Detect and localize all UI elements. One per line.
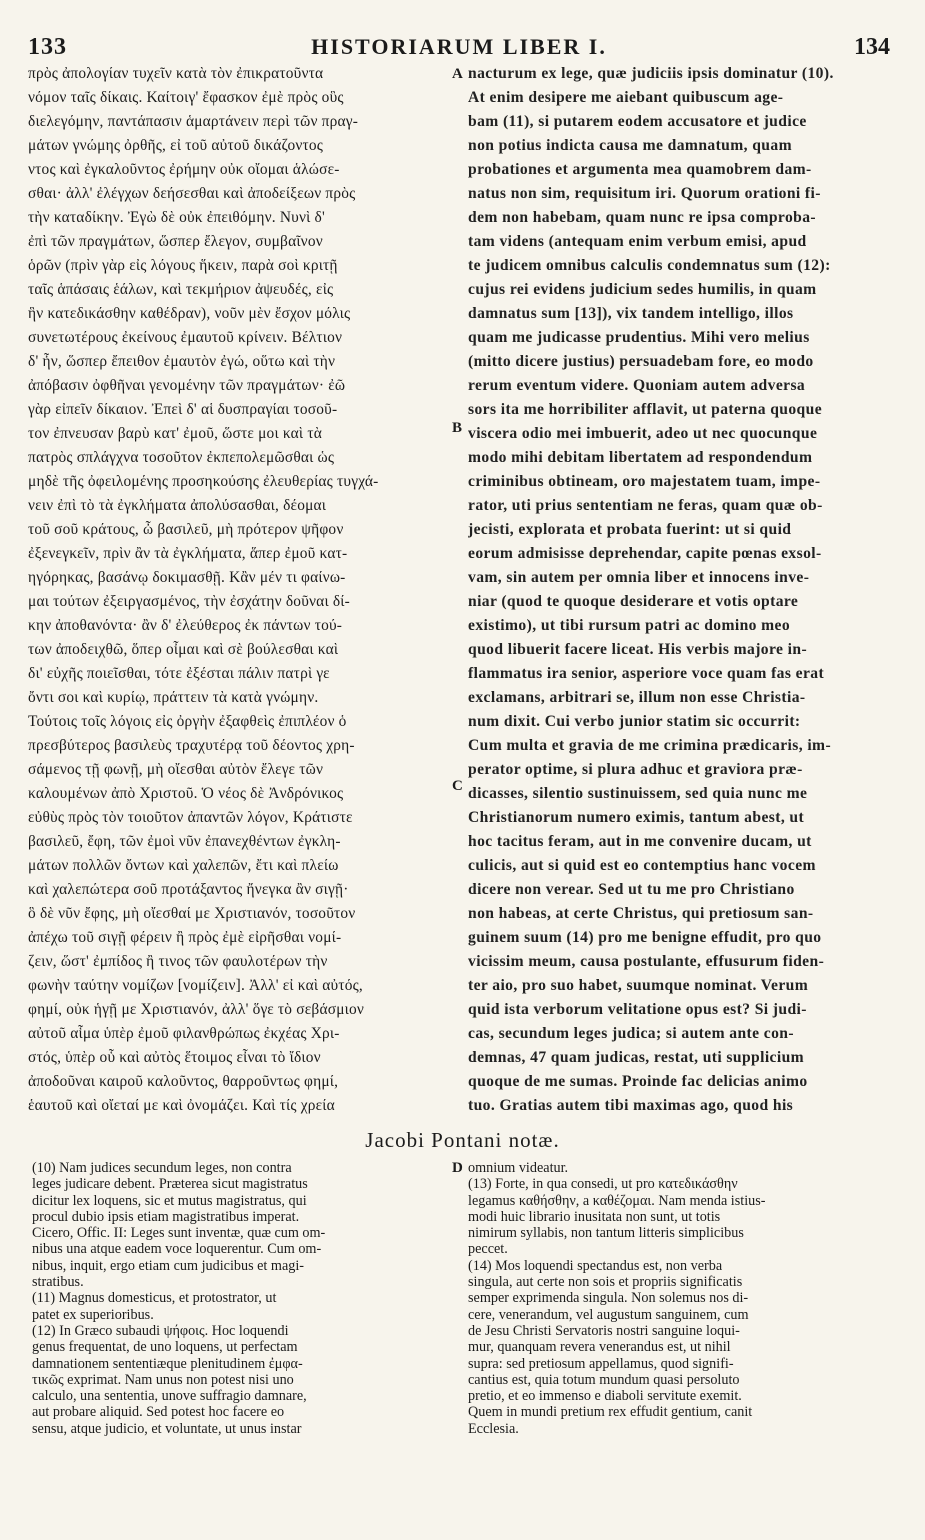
greek-text-line: μηδὲ τῆς ὀφειλομένης προσηκούσης ἐλευθερίας τυγχά- <box>28 473 379 490</box>
latin-text-line: quod libuerit facere liceat. His verbis majore in- <box>468 641 808 658</box>
greek-text-line: γὰρ εἰπεῖν δίκαιον. Ἐπεὶ δ' αἱ δυσπραγίαι τοσοῦ- <box>28 401 338 418</box>
latin-text-line: culicis, aut si quid est eo contemptius hanc vocem <box>468 857 816 874</box>
latin-text-line: exclamans, arbitrari se, illum non esse Christia- <box>468 689 806 706</box>
latin-text-line: At enim desipere me aiebant quibuscum age- <box>468 89 784 106</box>
notes-title: Jacobi Pontani notæ. <box>365 1128 560 1152</box>
section-marker-c: C <box>452 778 463 794</box>
greek-text-line: εὐθὺς πρὸς τὸν τοιοῦτον ἀπαντῶν λόγον, Κράτιστε <box>28 809 353 826</box>
latin-text-line: flammatus ira senior, asperiore voce quam fas erat <box>468 665 825 682</box>
greek-text-line: φημί, οὐκ ἡγῇ με Χριστιανόν, ἀλλ' ὅγε τὸ σεβάσμιον <box>28 1001 365 1018</box>
latin-text-line: Christianorum numero eximis, tantum abest, ut <box>468 809 805 826</box>
greek-text-line: ηγόρηκας, βασάνῳ δοκιμασθῇ. Κἂν μέν τι φαίνω- <box>28 569 346 586</box>
latin-text-line: guinem suum (14) pro me benigne effudit, pro quo <box>468 929 822 946</box>
greek-text-line: μαι τούτων ἐξειργασμένος, τὴν ἐσχάτην δοῦναι δί- <box>28 593 350 610</box>
latin-text-line: dem non habebam, quam nunc re ipsa comproba- <box>468 209 817 226</box>
greek-text-line: μάτων γνώμης ὀρθῆς, εἰ τοῦ αὐτοῦ δικάζοντος <box>28 137 324 154</box>
greek-text-line: ζειν, ὥστ' ἐμπίδος ἢ τινος τῶν φαυλοτέρων τὴν <box>28 953 328 970</box>
note-line: (14) Mos loquendi spectandus est, non verba <box>468 1257 723 1274</box>
latin-text-line: non potius indicta causa me damnatum, quam <box>468 137 792 154</box>
latin-text-line: viscera odio mei imbuerit, adeo ut nec quocunque <box>468 425 818 442</box>
section-marker-d: D <box>452 1160 463 1176</box>
note-line: modi huic librario inusitata non sunt, ut totis <box>468 1208 721 1225</box>
note-line: cere, venerandum, vel augustum sanguinem, cum <box>468 1306 749 1323</box>
running-title: HISTORIARUM LIBER I. <box>311 34 607 59</box>
note-line: stratibus. <box>32 1274 84 1291</box>
latin-text-line: bam (11), si putarem eodem accusatore et judice <box>468 113 807 130</box>
note-line: calculo, una sententia, unove suffragio damnare, <box>32 1388 307 1405</box>
latin-text-line: quid ista verborum velitatione opus est? Si judi- <box>468 1001 807 1018</box>
greek-text-line: διελεγόμην, παντάπασιν ἁμαρτάνειν περὶ τῶν πραγ- <box>28 113 359 130</box>
latin-text-line: quam me judicasse prudentius. Mihi vero melius <box>468 329 810 346</box>
greek-text-column <box>28 62 458 1118</box>
greek-text-line: ὄντι σοι καὶ κυρίῳ, πράττειν τὰ κατὰ γνώμην. <box>28 689 319 706</box>
latin-text-line: damnatus sum [13]), vix tandem intelligo, illos <box>468 305 794 322</box>
page-number-left: 133 <box>28 34 67 60</box>
section-marker-b: B <box>452 420 463 436</box>
greek-text-line: των ἀποδειχθῶ, ὅπερ οἶμαι καὶ σὲ βούλεσθαι καὶ <box>28 641 339 658</box>
greek-text-line: ἀπέχω τοῦ σιγῇ φέρειν ἢ πρὸς ἐμὲ εἰρῆσθαι νομί- <box>28 929 342 946</box>
note-line: patet ex superioribus. <box>32 1306 154 1323</box>
note-line: dicitur lex loquens, sic et mutus magistratus, qui <box>32 1192 307 1209</box>
note-line: (12) In Græco subaudi ψήφοις. Hoc loquendi <box>32 1322 289 1339</box>
note-line: nibus, inquit, ergo etiam cum judicibus et magi- <box>32 1257 305 1274</box>
latin-text-line: Cum multa et gravia de me crimina prædicaris, im- <box>468 737 832 754</box>
latin-text-line: dicasses, silentio sustinuissem, sed quia nunc me <box>468 785 808 802</box>
note-line: genus frequentat, de uno loquens, ut perfectam <box>32 1339 298 1356</box>
latin-text-line: niar (quod te quoque desiderare et votis optare <box>468 593 799 610</box>
note-line: semper exprimenda singula. Non solemus nos di- <box>468 1290 749 1307</box>
running-header <box>28 28 890 58</box>
section-marker-a: A <box>452 66 463 82</box>
note-line: omnium videatur. <box>468 1160 569 1176</box>
latin-text-line: criminibus obtineam, oro majestatem tuam, impe- <box>468 473 821 490</box>
latin-text-line: sors ita me horribiliter afflavit, ut paterna quoque <box>468 401 823 418</box>
greek-text-line: μάτων πολλῶν ὄντων καὶ χαλεπῶν, ἔτι καὶ πλείω <box>28 857 339 874</box>
note-line: pretio, et eo immenso e diaboli servitute exemit. <box>468 1388 742 1405</box>
latin-text-line: eorum admisisse deprehendar, capite pœnas exsol- <box>468 545 822 562</box>
latin-text-line: natus non sim, requisitum iri. Quorum orationi fi- <box>468 185 821 202</box>
note-line: τικῶς exprimat. Nam unus non potest nisi uno <box>32 1371 294 1388</box>
note-line: Ecclesia. <box>468 1420 519 1437</box>
latin-text-column <box>468 62 892 1118</box>
latin-text-line: probationes et argumenta mea quamobrem dam- <box>468 161 812 178</box>
note-line: damnationem sententiæque plenitudinem ἐμφα- <box>32 1355 303 1372</box>
latin-text-line: vicissim meum, causa postulante, effusurum fiden- <box>468 953 825 970</box>
note-line: (10) Nam judices secundum leges, non contra <box>32 1160 292 1176</box>
greek-text-line: ταῖς ἁπάσαις ἑάλων, καὶ τεκμήριον ἀψευδές, εἰς <box>28 281 334 298</box>
latin-text-line: vam, sin autem per omnia liber et innocens inve- <box>468 569 810 586</box>
latin-text-line: hoc tacitus feram, aut in me convenire ducam, ut <box>468 833 812 850</box>
latin-text-line: num dixit. Cui verbo junior statim sic occurrit: <box>468 713 801 730</box>
greek-text-line: ἀποδοῦναι καιροῦ καλοῦντος, θαρροῦντως φημί, <box>28 1073 339 1090</box>
latin-text-line: non habeas, at certe Christus, qui pretiosum san- <box>468 905 814 922</box>
note-line: nibus una atque eadem voce loquerentur. Cum om- <box>32 1241 322 1258</box>
note-line: cantius est, quia totum mundum quasi persoluto <box>468 1371 740 1388</box>
greek-text-line: πρεσβύτερος βασιλεὺς τραχυτέρᾳ τοῦ δέοντος χρη- <box>28 737 355 754</box>
note-line: peccet. <box>468 1241 508 1258</box>
latin-text-line: tam videns (antequam enim verbum emisi, apud <box>468 233 807 250</box>
greek-text-line: πατρὸς σπλάγχνα τοσοῦτον ἐκπεπολεμῶσθαι ὡς <box>28 449 335 466</box>
note-line: (11) Magnus domesticus, et protostrator, ut <box>32 1290 277 1307</box>
latin-text-line: rator, uti prius sententiam ne feras, quam quæ ob- <box>468 497 823 514</box>
note-line: Quem in mundi pretium rex effudit gentium, canit <box>468 1404 753 1421</box>
greek-text-line: συνετωτέρους ἐκείνους ἐμαυτοῦ κρίνειν. Βέλτιον <box>28 329 343 346</box>
greek-text-line: ἀπόβασιν ὀφθῆναι γενομένην τῶν πραγμάτων· ἐῶ <box>28 377 346 394</box>
greek-text-line: ἣν κατεδικάσθην καθέδραν), νοῦν μὲν ἔσχον μόλις <box>28 305 351 322</box>
note-line: nimirum syllabis, non tantum litteris simplicibus <box>468 1225 744 1242</box>
greek-text-line: πρὸς ἀπολογίαν τυχεῖν κατὰ τὸν ἐπικρατοῦντα <box>28 65 324 82</box>
note-line: legamus καθήσθην, a καθέζομαι. Nam menda istius- <box>468 1192 766 1209</box>
greek-text-line: καλουμένων ἀπὸ Χριστοῦ. Ὁ νέος δὲ Ἀνδρόνικος <box>28 785 344 802</box>
greek-text-line: τὴν καταδίκην. Ἐγὼ δὲ οὐκ ἐπειθόμην. Νυνὶ δ' <box>28 209 325 226</box>
greek-text-line: ντος καὶ ἐγκαλοῦντος ἐρήμην οὐκ οἴομαι ἁλώσε- <box>28 161 340 178</box>
latin-text-line: existimo), ut tibi rursum patri ac domino meo <box>468 617 791 634</box>
latin-text-line: te judicem omnibus calculis condemnatus sum (12): <box>468 257 831 274</box>
latin-text-line: cujus rei evidens judicium sedes humilis, in quam <box>468 281 817 298</box>
greek-text-line: αὐτοῦ αἷμα ὑπὲρ ἐμοῦ φιλανθρώπως ἐκχέας Χρι- <box>28 1025 340 1042</box>
greek-text-line: δι' εὐχῆς ποιεῖσθαι, τότε ἐξέσται πάλιν πατρὶ γε <box>28 665 330 682</box>
greek-text-line: ἐπὶ τῶν πραγμάτων, ὥσπερ ἔλεγον, συμβαῖνον <box>28 233 323 250</box>
latin-text-line: jecisti, explorata et probata fuerint: ut si quid <box>468 521 792 538</box>
greek-text-line: ἐξενεγκεῖν, πρὶν ἂν τὰ ἐγκλήματα, ἅπερ ἐμοῦ κατ- <box>28 545 348 562</box>
greek-text-line: φωνὴν ταύτην νομίζων [νομίζειν]. Ἀλλ' εἰ καὶ αὐτός, <box>28 977 363 994</box>
latin-text-line: tuo. Gratias autem tibi maximas ago, quod his <box>468 1097 794 1114</box>
note-line: de Jesu Christi Servatoris nostri sanguine loqui- <box>468 1322 740 1339</box>
note-line: sensu, atque judicio, et voluntate, ut unus instar <box>32 1420 302 1437</box>
greek-text-line: καὶ χαλεπώτερα σοῦ προτάξαντος ἤνεγκα ἂν σιγῇ· <box>28 881 349 898</box>
note-line: singula, aut certe non sois et propriis significatis <box>468 1274 743 1291</box>
greek-text-line: σθαι· ἀλλ' ἐλέγχων δεήσεσθαι καὶ ἀποδείξεων πρὸς <box>28 185 356 202</box>
latin-text-line: nacturum ex lege, quæ judiciis ipsis dominatur (10). <box>468 65 834 82</box>
latin-text-line: quoque de me sumas. Proinde fac delicias animo <box>468 1073 808 1090</box>
note-line: leges judicare debent. Præterea sicut magistratus <box>32 1176 308 1193</box>
greek-text-line: νειν ἐπὶ τὸ τὰ ἐγκλήματα ἀπολύσασθαι, δέομαι <box>28 497 327 514</box>
note-line: (13) Forte, in qua consedi, ut pro κατεδικάσθην <box>468 1176 738 1193</box>
greek-text-line: ἑαυτοῦ καὶ οἴεταί με καὶ ὀνομάζει. Καὶ τίς χρεία <box>28 1097 335 1114</box>
latin-text-line: (mitto dicere justius) persuadebam fore, eo modo <box>468 353 814 370</box>
notes-left-column <box>32 1160 456 1437</box>
latin-text-line: perator optime, si plura adhuc et graviora præ- <box>468 761 803 778</box>
greek-text-line: στός, ὑπὲρ οὗ καὶ αὐτὸς ἕτοιμος εἶναι τὸ ἴδιον <box>28 1049 321 1066</box>
greek-text-line: ὃ δὲ νῦν ἔφης, μὴ οἴεσθαί με Χριστιανόν, τοσοῦτον <box>28 905 356 922</box>
note-line: Cicero, Offic. II: Leges sunt inventæ, quæ cum om- <box>32 1225 326 1242</box>
notes-right-column <box>468 1160 890 1437</box>
greek-text-line: βασιλεῦ, ἔφη, τῶν ἐμοὶ νῦν ἐπανεχθέντων ἐγκλη- <box>28 833 341 850</box>
latin-text-line: rerum eventum videre. Quoniam autem adversa <box>468 377 806 394</box>
greek-text-line: τοῦ σοῦ κράτους, ὦ βασιλεῦ, μὴ πρότερον ψῆφον <box>28 521 344 538</box>
latin-text-line: ter aio, pro suo habet, suumque nominat. Verum <box>468 977 809 994</box>
greek-text-line: νόμον ταῖς δίκαις. Καίτοιγ' ἔφασκον ἐμὲ πρὸς οὓς <box>28 89 344 106</box>
latin-text-line: dicere non verear. Sed ut tu me pro Christiano <box>468 881 795 898</box>
note-line: mur, quanquam revera venerandus est, ut nihil <box>468 1339 731 1356</box>
note-line: aut probare aliquid. Sed potest hoc facere eo <box>32 1404 285 1421</box>
greek-text-line: δ' ἦν, ὥσπερ ἔπειθον ἐμαυτὸν ἐγώ, οὕτω καὶ τὴν <box>28 353 336 370</box>
greek-text-line: κην ἀποθανόντα· ἂν δ' ἐλεύθερος ἐκ πάντων τού- <box>28 617 343 634</box>
greek-text-line: ὁρῶν (πρὶν γὰρ εἰς λόγους ἥκειν, παρὰ σοὶ κριτῇ <box>28 257 338 274</box>
greek-text-line: σάμενος τῇ φωνῇ, μὴ οἴεσθαι αὐτὸν ἔλεγε τῶν <box>28 761 324 778</box>
note-line: supra: sed pretiosum appellamus, quod signifi- <box>468 1355 734 1372</box>
latin-text-line: cas, secundum leges judica; si autem ante con- <box>468 1025 794 1042</box>
greek-text-line: Τούτοις τοῖς λόγοις εἰς ὀργὴν ἐξαφθεὶς ἐπιπλέον ὁ <box>28 713 347 730</box>
latin-text-line: modo mihi debitam libertatem ad respondendum <box>468 449 813 466</box>
note-line: procul dubio ipsis etiam magistratibus imperat. <box>32 1208 300 1225</box>
page-number-right: 134 <box>854 34 890 60</box>
latin-text-line: demnas, 47 quam judicas, restat, uti supplicium <box>468 1049 805 1066</box>
greek-text-line: τον ἐπνευσαν βαρὺ κατ' ἐμοῦ, ὥστε μοι καὶ τὰ <box>28 425 322 442</box>
